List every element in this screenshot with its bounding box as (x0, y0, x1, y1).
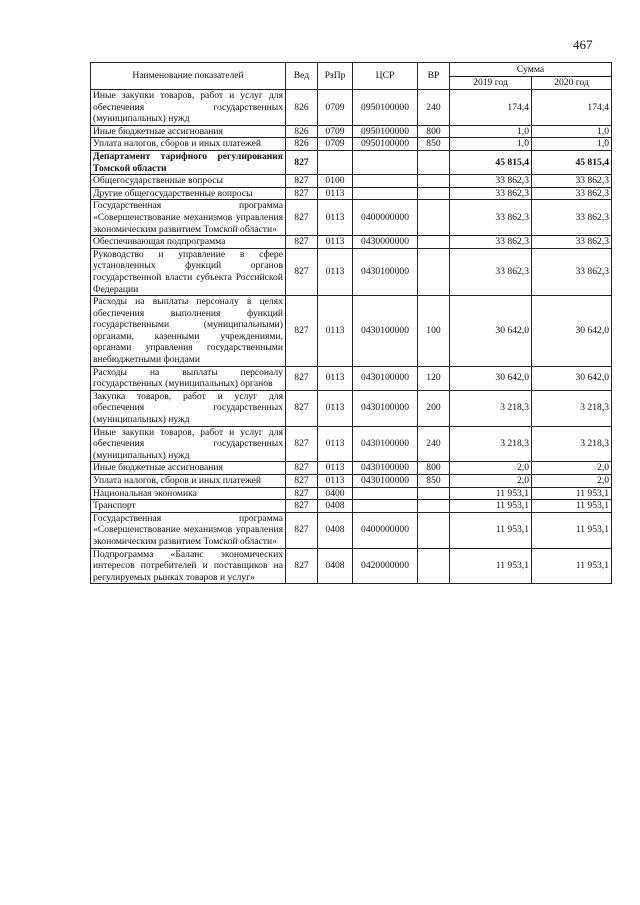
cell-name: Государственная программа «Совершенствование механизмов управления экономическим развитием Томской области» (91, 512, 286, 548)
cell-name: Государственная программа «Совершенствование механизмов управления экономическим развитием Томской области» (91, 200, 286, 236)
cell-rzpr: 0113 (318, 236, 353, 249)
cell-csr: 0430100000 (353, 296, 418, 367)
cell-s2019: 11 953,1 (450, 487, 532, 500)
cell-ved: 827 (286, 175, 318, 188)
cell-ved: 827 (286, 500, 318, 513)
cell-vr (418, 236, 450, 249)
cell-s2020: 33 862,3 (532, 236, 612, 249)
header-rzpr: РзПр (318, 63, 353, 90)
cell-ved: 826 (286, 138, 318, 151)
cell-s2020: 1,0 (532, 125, 612, 138)
cell-s2019: 3 218,3 (450, 426, 532, 462)
cell-name: Закупка товаров, работ и услуг для обеспечения государственных (муниципальных) нужд (91, 390, 286, 426)
cell-s2020: 11 953,1 (532, 548, 612, 584)
table-row (91, 125, 612, 138)
cell-name: Обеспечивающая подпрограмма (91, 236, 286, 249)
cell-s2019: 3 218,3 (450, 390, 532, 426)
cell-ved: 827 (286, 366, 318, 390)
cell-s2020: 33 862,3 (532, 248, 612, 295)
cell-name: Иные бюджетные ассигнования (91, 125, 286, 138)
cell-vr: 850 (418, 475, 450, 488)
cell-name: Уплата налогов, сборов и иных платежей (91, 138, 286, 151)
cell-ved: 827 (286, 462, 318, 475)
cell-s2020: 2,0 (532, 462, 612, 475)
cell-vr: 120 (418, 366, 450, 390)
cell-csr: 0950100000 (353, 138, 418, 151)
cell-name: Иные бюджетные ассигнования (91, 462, 286, 475)
cell-name: Расходы на выплаты персоналу государственных (муниципальных) органов (91, 366, 286, 390)
cell-vr (418, 187, 450, 200)
cell-ved: 827 (286, 248, 318, 295)
header-ved: Вед (286, 63, 318, 90)
table-row (91, 138, 612, 151)
cell-vr (418, 512, 450, 548)
table-row (91, 500, 612, 513)
table-row (91, 462, 612, 475)
cell-ved: 827 (286, 150, 318, 174)
cell-s2019: 11 953,1 (450, 512, 532, 548)
cell-ved: 827 (286, 200, 318, 236)
cell-s2020: 3 218,3 (532, 426, 612, 462)
cell-rzpr: 0408 (318, 548, 353, 584)
table-body (91, 90, 612, 584)
table-row (91, 187, 612, 200)
cell-vr: 200 (418, 390, 450, 426)
cell-rzpr: 0113 (318, 390, 353, 426)
cell-ved: 827 (286, 390, 318, 426)
cell-vr (418, 500, 450, 513)
cell-rzpr (318, 150, 353, 174)
cell-vr: 240 (418, 426, 450, 462)
cell-csr (353, 500, 418, 513)
cell-csr (353, 175, 418, 188)
cell-rzpr: 0709 (318, 138, 353, 151)
cell-s2019: 11 953,1 (450, 548, 532, 584)
cell-s2019: 30 642,0 (450, 366, 532, 390)
header-summa: Сумма (450, 63, 612, 77)
table-row (91, 236, 612, 249)
cell-name: Подпрограмма «Баланс экономических интересов потребителей и поставщиков на регулируемых рынках товаров и услуг» (91, 548, 286, 584)
cell-s2020: 1,0 (532, 138, 612, 151)
cell-vr (418, 248, 450, 295)
cell-s2020: 11 953,1 (532, 487, 612, 500)
table-row (91, 548, 612, 584)
cell-s2020: 30 642,0 (532, 296, 612, 367)
cell-rzpr: 0113 (318, 475, 353, 488)
cell-csr: 0430100000 (353, 366, 418, 390)
cell-s2020: 11 953,1 (532, 500, 612, 513)
table-row (91, 390, 612, 426)
cell-csr: 0400000000 (353, 200, 418, 236)
header-2019: 2019 год (450, 77, 532, 90)
cell-vr: 800 (418, 462, 450, 475)
cell-name: Уплата налогов, сборов и иных платежей (91, 475, 286, 488)
cell-rzpr: 0113 (318, 426, 353, 462)
cell-s2020: 174,4 (532, 90, 612, 126)
cell-csr (353, 487, 418, 500)
header-name: Наименование показателей (91, 63, 286, 90)
cell-name: Другие общегосударственные вопросы (91, 187, 286, 200)
cell-rzpr: 0400 (318, 487, 353, 500)
cell-s2020: 11 953,1 (532, 512, 612, 548)
cell-s2019: 30 642,0 (450, 296, 532, 367)
cell-ved: 827 (286, 236, 318, 249)
cell-vr (418, 200, 450, 236)
cell-rzpr: 0100 (318, 175, 353, 188)
cell-name: Транспорт (91, 500, 286, 513)
cell-vr: 100 (418, 296, 450, 367)
header-csr: ЦСР (353, 63, 418, 90)
cell-csr: 0430100000 (353, 475, 418, 488)
cell-s2019: 33 862,3 (450, 248, 532, 295)
table-row (91, 150, 612, 174)
cell-csr: 0430100000 (353, 248, 418, 295)
cell-s2019: 33 862,3 (450, 187, 532, 200)
header-vr: ВР (418, 63, 450, 90)
cell-s2019: 33 862,3 (450, 236, 532, 249)
cell-vr (418, 150, 450, 174)
cell-csr (353, 187, 418, 200)
cell-ved: 827 (286, 487, 318, 500)
cell-csr: 0430100000 (353, 426, 418, 462)
cell-ved: 827 (286, 548, 318, 584)
cell-csr: 0420000000 (353, 548, 418, 584)
cell-s2020: 45 815,4 (532, 150, 612, 174)
cell-s2019: 174,4 (450, 90, 532, 126)
budget-table (90, 62, 612, 584)
cell-s2020: 2,0 (532, 475, 612, 488)
cell-rzpr: 0113 (318, 296, 353, 367)
cell-s2020: 30 642,0 (532, 366, 612, 390)
cell-s2019: 1,0 (450, 125, 532, 138)
cell-ved: 827 (286, 296, 318, 367)
table-row (91, 366, 612, 390)
cell-rzpr: 0113 (318, 248, 353, 295)
cell-s2019: 1,0 (450, 138, 532, 151)
cell-rzpr: 0113 (318, 462, 353, 475)
cell-s2019: 2,0 (450, 462, 532, 475)
cell-ved: 826 (286, 90, 318, 126)
cell-vr: 240 (418, 90, 450, 126)
table-row (91, 248, 612, 295)
table-row (91, 475, 612, 488)
cell-name: Иные закупки товаров, работ и услуг для обеспечения государственных (муниципальных) нужд (91, 90, 286, 126)
table-row (91, 426, 612, 462)
cell-csr: 0400000000 (353, 512, 418, 548)
cell-s2019: 11 953,1 (450, 500, 532, 513)
cell-s2020: 33 862,3 (532, 200, 612, 236)
cell-vr (418, 487, 450, 500)
cell-name: Национальная экономика (91, 487, 286, 500)
header-2020: 2020 год (532, 77, 612, 90)
cell-name: Иные закупки товаров, работ и услуг для обеспечения государственных (муниципальных) нужд (91, 426, 286, 462)
cell-csr: 0430100000 (353, 462, 418, 475)
table-row (91, 487, 612, 500)
page-number: 467 (573, 37, 593, 52)
cell-csr: 0950100000 (353, 90, 418, 126)
cell-csr (353, 150, 418, 174)
cell-ved: 827 (286, 426, 318, 462)
cell-csr: 0950100000 (353, 125, 418, 138)
cell-s2019: 2,0 (450, 475, 532, 488)
cell-s2020: 33 862,3 (532, 175, 612, 188)
table-row (91, 175, 612, 188)
cell-s2020: 33 862,3 (532, 187, 612, 200)
cell-s2019: 33 862,3 (450, 200, 532, 236)
cell-vr (418, 548, 450, 584)
cell-vr (418, 175, 450, 188)
cell-rzpr: 0113 (318, 187, 353, 200)
cell-rzpr: 0408 (318, 512, 353, 548)
cell-vr: 850 (418, 138, 450, 151)
cell-s2019: 33 862,3 (450, 175, 532, 188)
table-row (91, 512, 612, 548)
cell-rzpr: 0408 (318, 500, 353, 513)
cell-s2019: 45 815,4 (450, 150, 532, 174)
cell-s2020: 3 218,3 (532, 390, 612, 426)
cell-ved: 827 (286, 187, 318, 200)
cell-ved: 827 (286, 475, 318, 488)
cell-rzpr: 0709 (318, 90, 353, 126)
table-row (91, 90, 612, 126)
cell-ved: 826 (286, 125, 318, 138)
cell-name: Департамент тарифного регулирования Томской области (91, 150, 286, 174)
cell-name: Общегосударственные вопросы (91, 175, 286, 188)
cell-name: Расходы на выплаты персоналу в целях обеспечения выполнения функций государственными (муниципальными) органами, казенными учреждениями, органами управления государственными внебюджетными фондами (91, 296, 286, 367)
cell-rzpr: 0113 (318, 200, 353, 236)
cell-rzpr: 0709 (318, 125, 353, 138)
table-row (91, 200, 612, 236)
cell-ved: 827 (286, 512, 318, 548)
cell-rzpr: 0113 (318, 366, 353, 390)
cell-csr: 0430000000 (353, 236, 418, 249)
table-row (91, 296, 612, 367)
cell-name: Руководство и управление в сфере установленных функций органов государственной власти субъекта Российской Федерации (91, 248, 286, 295)
cell-csr: 0430100000 (353, 390, 418, 426)
cell-vr: 800 (418, 125, 450, 138)
